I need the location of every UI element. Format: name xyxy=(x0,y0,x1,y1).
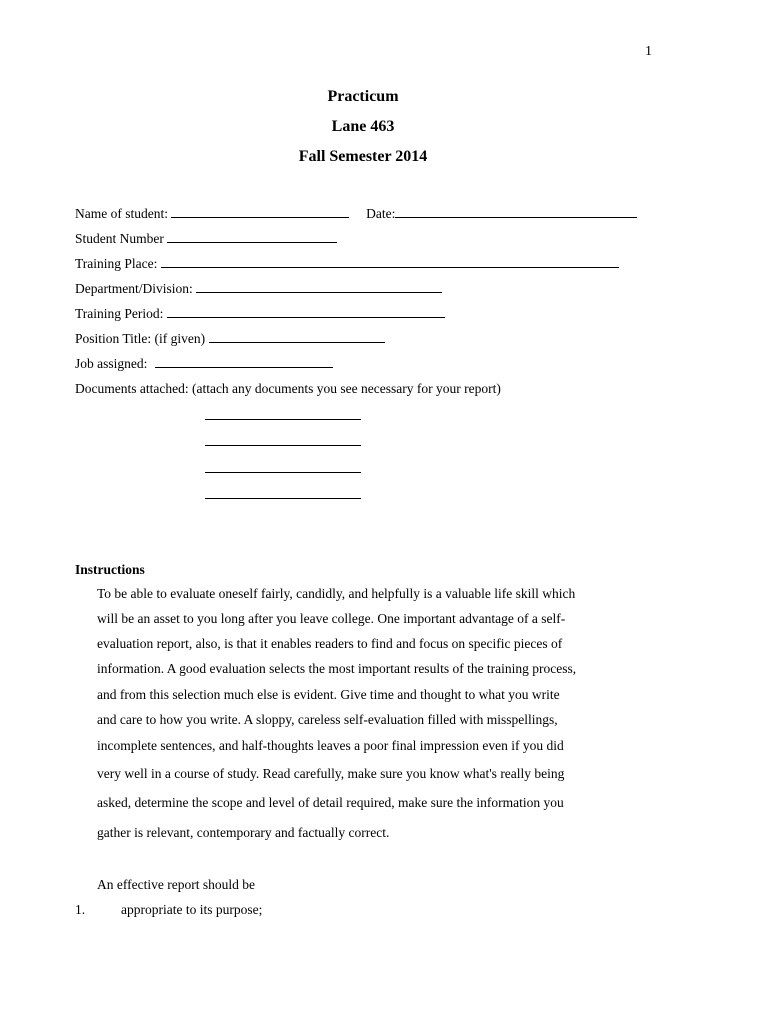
position-title-field xyxy=(75,330,385,347)
training-period-label: Training Period: xyxy=(75,306,164,321)
instructions-line: very well in a course of study. Read carefully, make sure you know what's really being xyxy=(97,766,565,781)
position-title-blank[interactable] xyxy=(209,330,385,343)
document-blank-3[interactable] xyxy=(205,472,361,473)
student-number-blank[interactable] xyxy=(167,230,337,243)
semester: Fall Semester 2014 xyxy=(298,148,428,165)
instructions-line: and from this selection much else is evident. Give time and thought to what you write xyxy=(97,687,560,702)
training-place-label: Training Place: xyxy=(75,256,158,271)
department-blank[interactable] xyxy=(196,280,442,293)
document-blank-2[interactable] xyxy=(205,445,361,446)
student-number-field xyxy=(75,230,337,247)
training-period-field xyxy=(75,305,445,322)
job-assigned-field xyxy=(75,355,333,372)
list-item-text: appropriate to its purpose; xyxy=(121,902,263,917)
job-assigned-label: Job assigned: xyxy=(75,356,148,371)
document-blank-4[interactable] xyxy=(205,498,361,499)
date-label: Date: xyxy=(366,206,396,221)
instructions-line: asked, determine the scope and level of detail required, make sure the information you xyxy=(97,795,564,810)
instructions-line: incomplete sentences, and half-thoughts leaves a poor final impression even if you did xyxy=(97,738,564,753)
date-blank[interactable] xyxy=(395,205,637,218)
documents-attached-label: Documents attached: (attach any documents you see necessary for your report) xyxy=(75,381,501,396)
name-of-student-blank[interactable] xyxy=(171,205,349,218)
position-title-label: Position Title: (if given) xyxy=(75,331,206,346)
student-number-label: Student Number xyxy=(75,231,164,246)
page-title: Practicum xyxy=(327,88,399,105)
instructions-line: evaluation report, also, is that it enables readers to find and focus on specific pieces of xyxy=(97,636,563,651)
training-period-blank[interactable] xyxy=(167,305,445,318)
document-blank-1[interactable] xyxy=(205,419,361,420)
training-place-blank[interactable] xyxy=(161,255,619,268)
training-place-field xyxy=(75,255,619,272)
instructions-line: will be an asset to you long after you leave college. One important advantage of a self- xyxy=(97,611,566,626)
instructions-heading: Instructions xyxy=(75,562,145,577)
instructions-line: To be able to evaluate oneself fairly, candidly, and helpfully is a valuable life skill which xyxy=(97,586,576,601)
instructions-line: gather is relevant, contemporary and factually correct. xyxy=(97,825,390,840)
report-intro: An effective report should be xyxy=(97,877,255,892)
department-label: Department/Division: xyxy=(75,281,193,296)
department-field xyxy=(75,280,442,297)
instructions-line: information. A good evaluation selects the most important results of the training process, xyxy=(97,661,577,676)
list-item-number: 1. xyxy=(75,902,86,917)
instructions-line: and care to how you write. A sloppy, careless self-evaluation filled with misspellings, xyxy=(97,712,558,727)
name-of-student-field xyxy=(75,205,637,222)
course-code: Lane 463 xyxy=(331,118,395,135)
name-of-student-label: Name of student: xyxy=(75,206,168,221)
job-assigned-blank[interactable] xyxy=(155,355,333,368)
page-number: 1 xyxy=(645,44,652,59)
